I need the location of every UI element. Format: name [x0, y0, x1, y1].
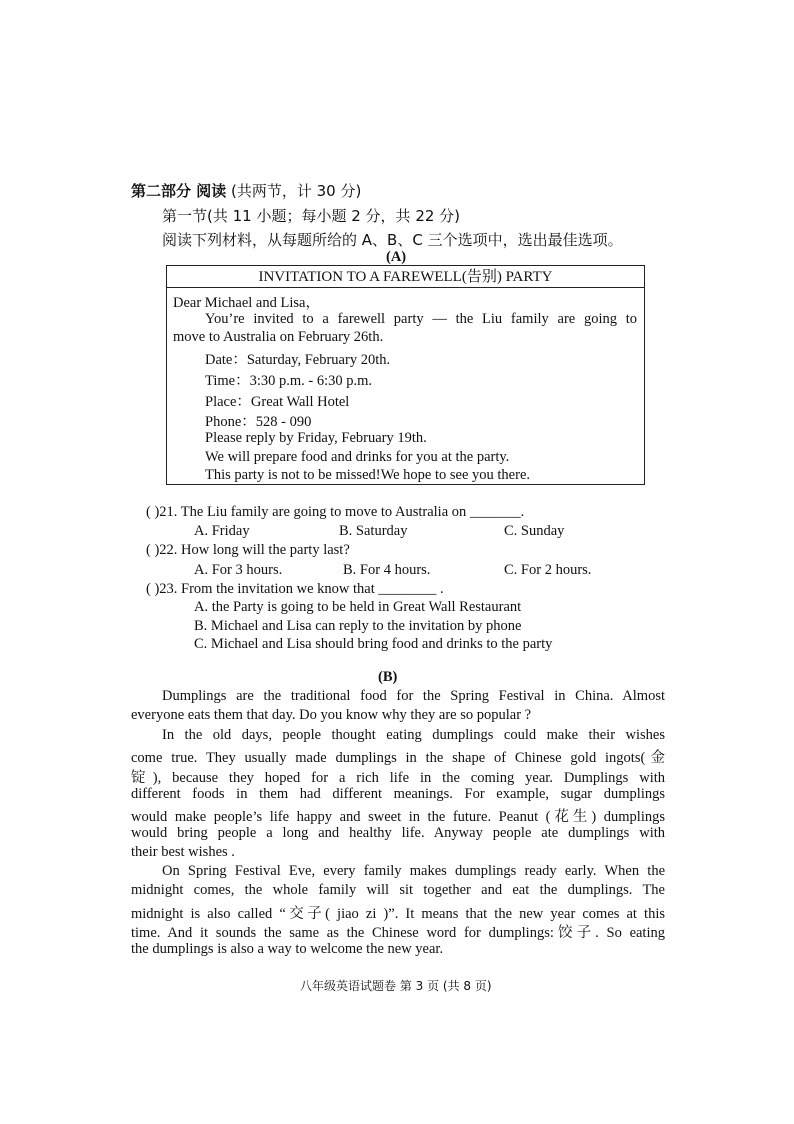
question-21-option-a: A. Friday	[194, 523, 250, 539]
invitation-closing: This party is not to be missed!We hope to see you there.	[205, 467, 531, 483]
invitation-time: Time：3:30 p.m. - 6:30 p.m.	[205, 373, 373, 389]
invitation-heading: INVITATION TO A FAREWELL(告别) PARTY	[167, 266, 644, 288]
section-instruction: 阅读下列材料，从每题所给的 A、B、C 三个选项中，选出最佳选项。	[162, 231, 623, 249]
passage-b-line: In the old days, people thought eating dumplings could make their wishes	[162, 727, 665, 743]
invitation-box	[166, 265, 645, 485]
page-footer: 八年级英语试题卷 第 3 页 (共 8 页)	[300, 979, 492, 993]
passage-b-line: would make people’s life happy and sweet in the future. Peanut (花生) dumplings	[131, 809, 665, 825]
section-title-rest: (共两节，计 30 分)	[226, 182, 362, 200]
passage-b-line: midnight is also called “交子( jiao zi )”. It means that the new year comes at this	[131, 906, 665, 922]
invitation-food: We will prepare food and drinks for you at the party.	[205, 449, 510, 465]
passage-b-label: (B)	[378, 669, 398, 685]
question-23-option-a: A. the Party is going to be held in Great Wall Restaurant	[194, 599, 522, 615]
question-21-stem: ( )21. The Liu family are going to move to Australia on _______.	[146, 504, 525, 520]
passage-a-label: (A)	[386, 249, 407, 265]
invitation-date: Date：Saturday, February 20th.	[205, 352, 391, 368]
passage-b-line: 锭), because they hoped for a rich life in the coming year. Dumplings with	[131, 770, 665, 786]
invitation-intro-line2: move to Australia on February 26th.	[173, 329, 384, 345]
passage-b-line: come true. They usually made dumplings in the shape of Chinese gold ingots(金	[131, 750, 665, 766]
passage-b-line: time. And it sounds the same as the Chinese word for dumplings:饺子. So eating	[131, 925, 665, 941]
passage-b-line: the dumplings is also a way to welcome the new year.	[131, 941, 444, 957]
invitation-phone: Phone：528 - 090	[205, 414, 312, 430]
section-title	[131, 180, 361, 201]
passage-b-line: midnight comes, the whole family will sit together and eat the dumplings. The	[131, 882, 665, 898]
question-23-option-b: B. Michael and Lisa can reply to the invitation by phone	[194, 618, 522, 634]
question-23-option-c: C. Michael and Lisa should bring food and drinks to the party	[194, 636, 553, 652]
question-22-option-c: C. For 2 hours.	[504, 562, 592, 578]
question-22-option-b: B. For 4 hours.	[343, 562, 431, 578]
section-subtitle: 第一节(共 11 小题；每小题 2 分，共 22 分)	[162, 207, 461, 225]
passage-b-line: would bring people a long and healthy life. Anyway people ate dumplings with	[131, 825, 665, 841]
invitation-reply: Please reply by Friday, February 19th.	[205, 430, 427, 446]
question-21-option-c: C. Sunday	[504, 523, 565, 539]
passage-b-line: different foods in them had different meanings. For example, sugar dumplings	[131, 786, 665, 802]
question-21-option-b: B. Saturday	[339, 523, 408, 539]
invitation-intro-line1: You’re invited to a farewell party — the Liu family are going to	[205, 311, 637, 327]
question-22-option-a: A. For 3 hours.	[194, 562, 283, 578]
question-22-stem: ( )22. How long will the party last?	[146, 542, 350, 558]
passage-b-line: everyone eats them that day. Do you know why they are so popular ?	[131, 707, 532, 723]
section-title-bold: 第二部分 阅读	[131, 182, 227, 200]
invitation-place: Place：Great Wall Hotel	[205, 394, 350, 410]
passage-b-line: Dumplings are the traditional food for the Spring Festival in China. Almost	[162, 688, 665, 704]
invitation-greeting: Dear Michael and Lisa，	[173, 295, 320, 311]
passage-b-line: On Spring Festival Eve, every family makes dumplings ready early. When the	[162, 863, 665, 879]
passage-b-line: their best wishes .	[131, 844, 235, 860]
question-23-stem: ( )23. From the invitation we know that ________ .	[146, 581, 444, 597]
